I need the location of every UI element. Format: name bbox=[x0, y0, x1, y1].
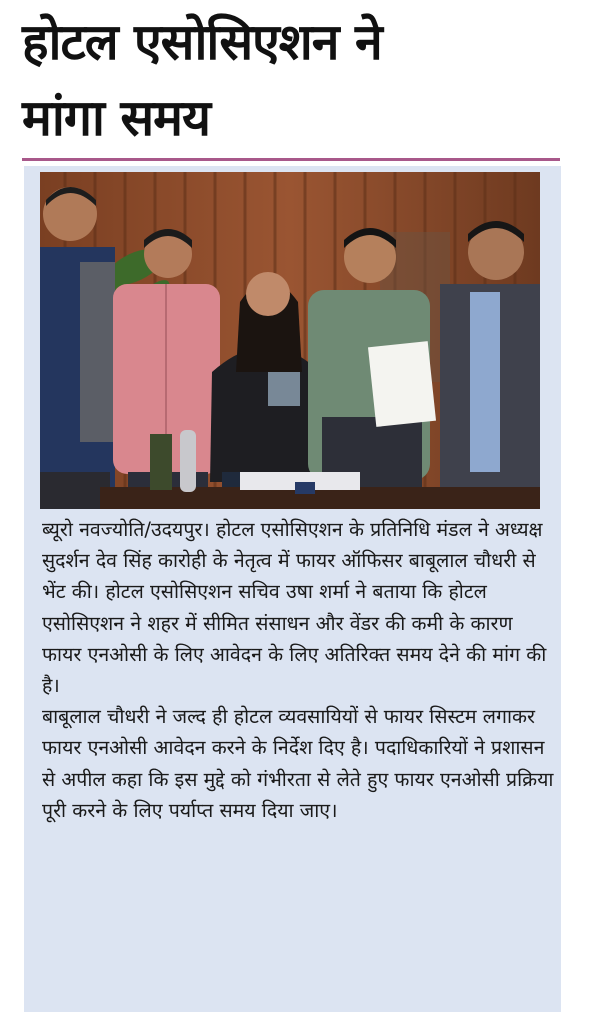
headline-divider bbox=[22, 158, 560, 161]
article-body bbox=[42, 514, 557, 826]
headline-line-1: होटल एसोसिएशन ने bbox=[22, 13, 382, 71]
headline-line-2: मांगा समय bbox=[22, 89, 211, 147]
article-paragraph-2: बाबूलाल चौधरी ने जल्द ही होटल व्यवसायियों से फायर सिस्टम लगाकर फायर एनओसी आवेदन करने के निर्देश दिए है। पदाधिकारियों ने प्रशासन से अपील कहा कि इस मुद्दे को गंभीरता से लेते हुए फायर एनओसी प्रक्रिया पूरी करने के लिए पर्याप्त समय दिया जाए। bbox=[42, 705, 554, 822]
certificate bbox=[368, 341, 436, 427]
news-photo bbox=[40, 172, 540, 509]
article-paragraph-1: ब्यूरो नवज्योति/उदयपुर। होटल एसोसिएशन के प्रतिनिधि मंडल ने अध्यक्ष सुदर्शन देव सिंह कारोही के नेतृत्व में फायर ऑफिसर बाबूलाल चौधरी से भेंट की। होटल एसोसिएशन सचिव उषा शर्मा ने बताया कि होटल एसोसिएशन ने शहर में सीमित संसाधन और वेंडर की कमी के कारण फायर एनओसी के लिए आवेदन के लिए अतिरिक्त समय देने की मांग की है। bbox=[42, 518, 547, 698]
headline bbox=[22, 4, 582, 156]
